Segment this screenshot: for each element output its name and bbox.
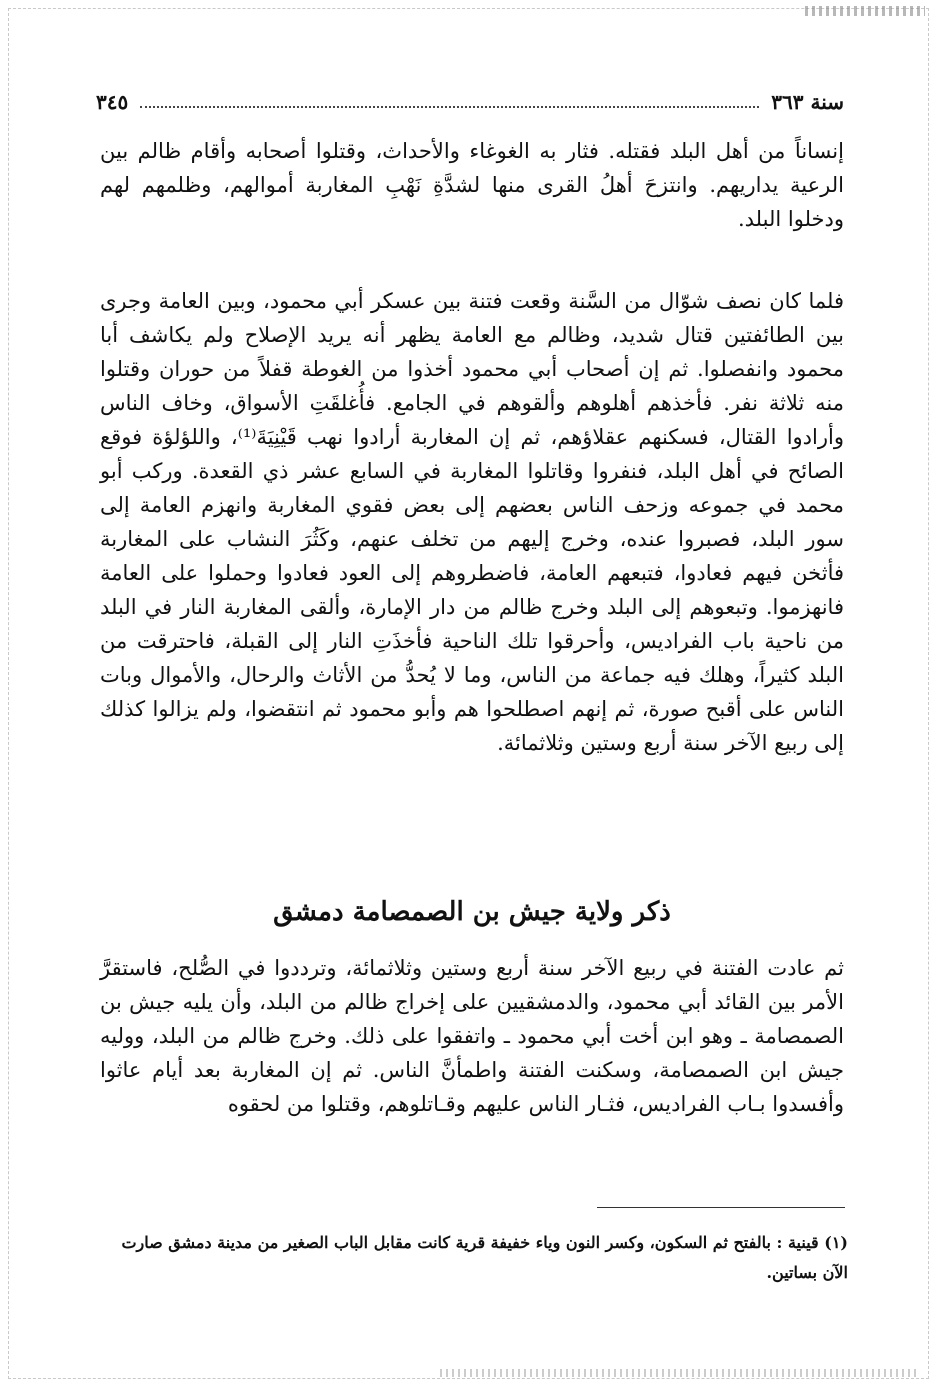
paragraph-text: إنساناً من أهل البلد فقتله. فثار به الغوغاء والأحداث، وقتلوا أصحابه وأقام ظالم بين الرعية يداريهم. وانتزحَ أهلُ القرى منها لشدَّةِ نَهْبِ المغاربة أموالهم، وظلمهم لهم ودخلوا البلد. xyxy=(100,139,844,231)
footnote xyxy=(96,1228,848,1288)
ornament-top xyxy=(805,6,925,16)
page-number: ٣٤٥ xyxy=(96,90,129,114)
paragraph-3 xyxy=(100,951,844,1121)
ornament-bottom xyxy=(440,1369,920,1377)
footnote-text: (١) قينية : بالفتح ثم السكون، وكسر النون وياء خفيفة قرية كانت مقابل الباب الصغير من مدينة دمشق صارت الآن بساتين. xyxy=(121,1233,848,1282)
paragraph-text: فلما كان نصف شوّال من السَّنة وقعت فتنة بين عسكر أبي محمود، وبين العامة وجرى بين الطائفتين قتال شديد، وظالم مع العامة يظهر أنه يريد الإصلاح ولم يكاشف أبا محمود وانفصلوا. ثم إن أصحاب أبي محمود أخذوا من الغوطة قفلاً من حوران وقتلوا منه ثلاثة نفر. فأخذهم أهلوهم وألقوهم في الجامع. فأُغلقَتِ الأسواق، وخاف الناس وأرادوا القتال، فسكنهم عقلاؤهم، ثم إن المغاربة أرادوا نهب قَيْنِيَةَ⁽¹⁾، واللؤلؤة فوقع الصائح في أهل البلد، فنفروا وقاتلوا المغاربة في السابع عشر ذي القعدة. وركب أبو محمد في جموعه وزحف الناس بعضهم إلى بعض فقوي المغاربة وانهزم العامة إلى سور البلد، فصبروا عنده، وخرج إليهم من تخلف عنهم، وكَثُرَ النشاب على المغاربة فأثخن فيهم فعادوا، فتبعهم العامة، فاضطروهم إلى العود فعادوا وحملوا على العامة فانهزموا. وتبعوهم إلى البلد وخرج ظالم من دار الإمارة، وألقى المغاربة النار في البلد من ناحية باب الفراديس، وأحرقوا تلك الناحية فأخذَتِ النار إلى القبلة، فاحترقت من البلد كثيراً، وهلك فيه جماعة من الناس، وما لا يُحدُّ من الأثاث والرحال، والأموال وبات الناس على أقبح صورة، ثم إنهم اصطلحوا هم وأبو محمود ثم انتقضوا، ولم يزالوا كذلك إلى ربيع الآخر سنة أربع وستين وثلاثمائة. xyxy=(100,289,844,755)
section-heading: ذكر ولاية جيش بن الصمصامة دمشق xyxy=(273,897,671,927)
header-year: سنة ٣٦٣ xyxy=(771,90,844,114)
paragraph-2 xyxy=(100,284,844,760)
running-header xyxy=(96,84,844,114)
header-leader-dots xyxy=(140,106,759,108)
paragraph-text: ثم عادت الفتنة في ربيع الآخر سنة أربع وستين وثلاثمائة، وترددوا في الصُّلح، فاستقرَّ الأمر بين القائد أبي محمود، والدمشقيين على إخراج ظالم من البلد، وأن يليه جيش بن الصمصامة ـ وهو ابن أخت أبي محمود ـ واتفقوا على ذلك. وخرج ظالم من البلد، ووليه جيش ابن الصمصامة، وسكنت الفتنة واطمأنَّ الناس. ثم إن المغاربة بعد أيام عاثوا وأفسدوا بـاب الفراديس، فثـار الناس عليهم وقـاتلوهم، وقتلوا من لحقوه xyxy=(100,956,844,1116)
paragraph-1 xyxy=(100,134,844,236)
footnote-divider xyxy=(597,1207,845,1208)
